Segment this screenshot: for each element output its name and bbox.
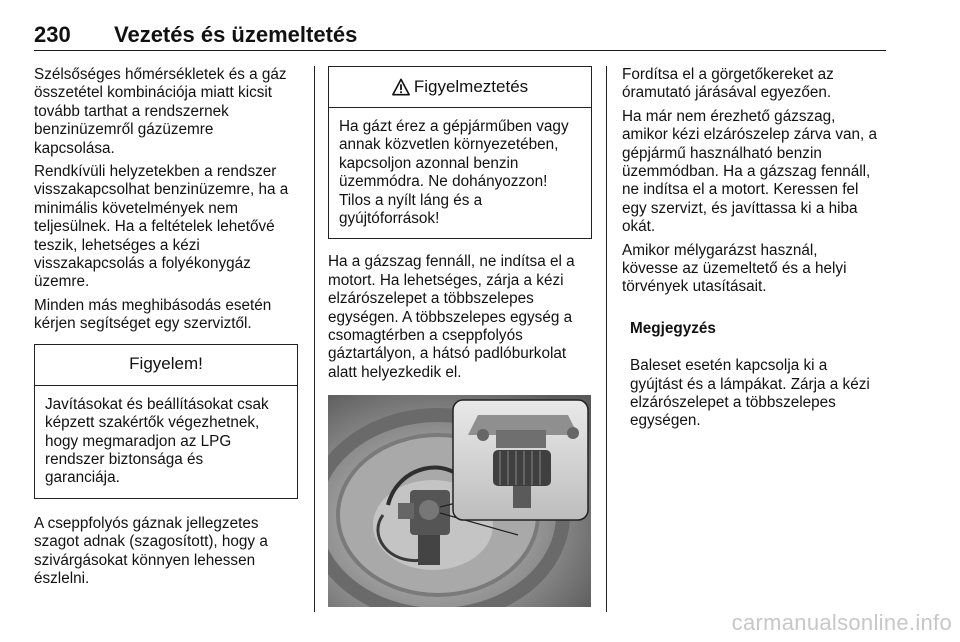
note-title: Megjegyzés	[630, 320, 716, 338]
column-left	[34, 66, 302, 593]
column-divider	[314, 66, 315, 612]
paragraph: Minden más meghibásodás esetén kérjen segítséget egy szerviztől.	[34, 296, 272, 333]
page-number: 230	[34, 22, 71, 47]
paragraph: Ha már nem érezhető gázszag, amikor kézi elzárószelep zárva van, a gépjármű használható benzin üzemmódban. Ha a gázszag fennáll, ne indítsa el a motort. Keressen fel egy szervizt, és javíttassa ki a hiba okát.	[622, 107, 878, 236]
multivalve-illustration	[328, 395, 591, 607]
warning-title: Figyelmeztetés	[413, 76, 529, 96]
page-title: Vezetés és üzemeltetés	[114, 22, 358, 47]
warning-body: Ha gázt érez a gépjárműben vagy annak közvetlen környezetében, kapcsoljon azonnal benzin üzemmódra. Ne dohányozzon! Tilos a nyílt láng és a gyújtóforrások!	[339, 118, 569, 228]
warning-triangle-icon	[392, 78, 410, 96]
warning-box	[328, 66, 592, 239]
caution-title: Figyelem!	[35, 345, 297, 386]
paragraph: Amikor mélygarázst használ, kövesse az üzemeltető és a helyi törvények utasításait.	[622, 241, 847, 296]
watermark: carmanualsonline.info	[731, 610, 952, 635]
paragraph: Ha a gázszag fennáll, ne indítsa el a motort. Ha lehetséges, zárja a kézi elzárószelepet a többszelepes egységen. A többszelepes egység a csomagtérben a cseppfolyós gáztartályon, a hátsó padlóburkolat alatt helyezkedik el.	[328, 253, 575, 381]
note-body: Baleset esetén kapcsolja ki a gyújtást és a lámpákat. Zárja a kézi elzárószelepet a többszelepes egységen.	[630, 357, 870, 430]
page-header	[34, 22, 886, 51]
paragraph: Fordítsa el a görgetőkereket az óramutató járásával egyezően.	[622, 66, 834, 102]
paragraph: Szélsőséges hőmérsékletek és a gáz összetétel kombinációja miatt kicsit tovább tarthat a rendszernek benzinüzemről gázüzemre kapcsolása.	[34, 66, 287, 157]
column-right	[622, 66, 892, 431]
caution-body: Javításokat és beállításokat csak képzett szakértők végezhetnek, hogy megmaradjon az LPG rendszer biztonsága és garanciája.	[45, 395, 269, 487]
note	[630, 302, 892, 431]
caution-box	[34, 344, 298, 499]
column-divider	[606, 66, 607, 612]
column-middle	[328, 66, 593, 613]
paragraph: A cseppfolyós gáznak jellegzetes szagot adnak (szagosított), hogy a szivárgásokat könnyen lehessen észlelni.	[34, 514, 268, 587]
warning-header	[329, 67, 591, 108]
paragraph: Rendkívüli helyzetekben a rendszer visszakapcsolhat benzinüzemre, ha a minimális követelmények nem teljesülnek. Ha a feltételek lehetővé teszik, lehetséges a kézi visszakapcsolás a folyékonygáz üzemre.	[34, 163, 289, 291]
